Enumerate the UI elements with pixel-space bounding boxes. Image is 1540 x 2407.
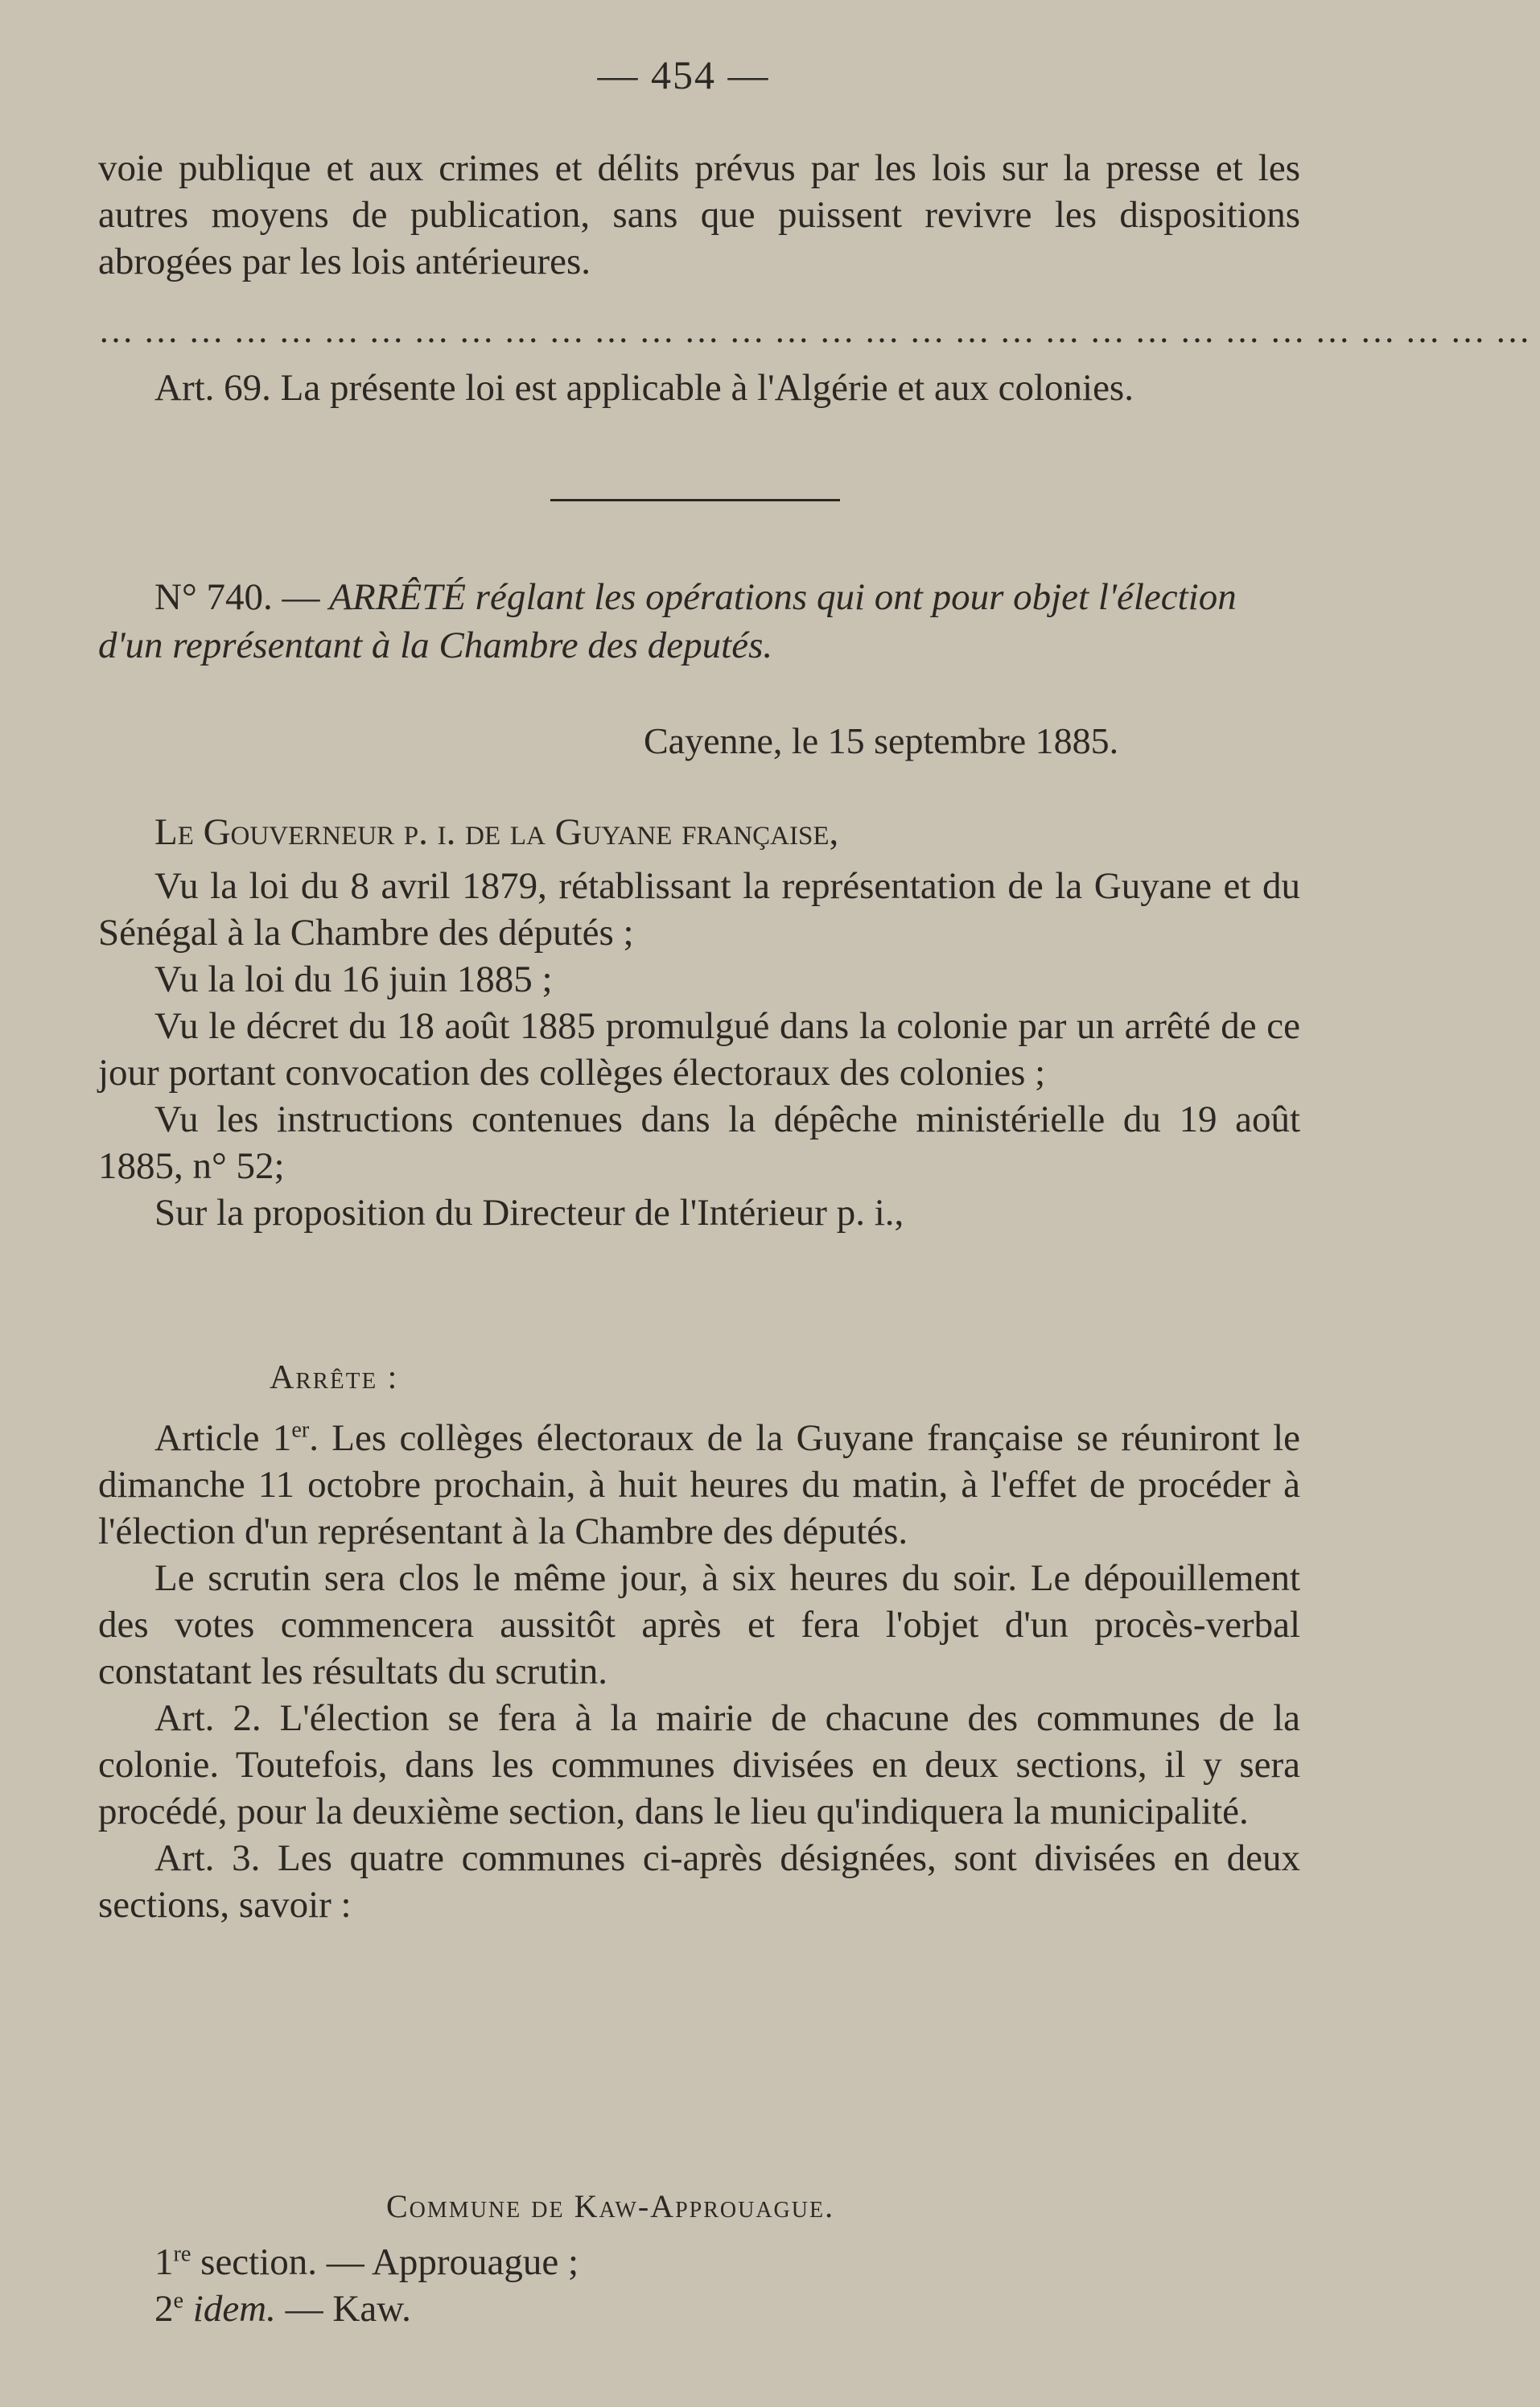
page-number: — 454 — — [597, 52, 770, 97]
considerant-item: Vu les instructions contenues dans la dépêche ministérielle du 19 août 1885, n° 52; — [98, 1098, 1300, 1187]
section-item — [98, 2285, 1300, 2332]
section-text: section. — Approuague ; — [191, 2241, 579, 2283]
considerants — [98, 863, 1300, 1236]
considerant-item: Vu la loi du 16 juin 1885 ; — [154, 958, 553, 1000]
section-sup: e — [173, 2288, 184, 2314]
commune-heading: Commune de Kaw-Approuague. — [386, 2188, 835, 2224]
section-divider — [550, 499, 840, 501]
considerant-item: Sur la proposition du Directeur de l'Intérieur p. i., — [154, 1192, 904, 1234]
section-item — [98, 2239, 1300, 2285]
arrete-number: N° 740. — — [154, 576, 320, 618]
article-1-body: . Les collèges électoraux de la Guyane française se réuniront le dimanche 11 octobre prochain, à huit heures du matin, à l'effet de procéder à l'élection d'un représentant à la Chambre des députés. — [98, 1417, 1301, 1552]
article-1-sup: er — [291, 1417, 310, 1443]
arrete-title-block — [98, 573, 1300, 670]
considerant-item: Vu le décret du 18 août 1885 promulgué dans la colonie par un arrêté de ce jour portant convocation des collèges électoraux des colonies ; — [98, 1005, 1300, 1094]
section-text: — Kaw. — [275, 2288, 411, 2330]
section-number: 1 — [154, 2241, 174, 2283]
scrutin-text: Le scrutin sera clos le même jour, à six heures du soir. Le dépouillement des votes commencera aussitôt après et fera l'objet d'un procès-verbal constatant les résultats du scrutin. — [98, 1557, 1300, 1692]
section-list — [98, 2239, 1300, 2332]
arrete-title-text: ARRÊTÉ réglant les opérations qui ont pour objet l'élection d'un représentant à la Chambre des deputés. — [98, 576, 1237, 666]
arrete-title — [98, 573, 1300, 670]
considerant-item: Vu la loi du 8 avril 1879, rétablissant la représentation de la Guyane et du Sénégal à la Chambre des députés ; — [98, 865, 1300, 954]
governor-line — [98, 809, 1300, 855]
article-1-label: Article 1 — [154, 1417, 292, 1459]
article-2-text: Art. 2. L'élection se fera à la mairie de chacune des communes de la colonie. Toutefois, dans les communes divisées en deux sections, il y sera procédé, pour la deuxième section, dans le lieu qu'indiquera la municipalité. — [98, 1697, 1300, 1832]
dateline: Cayenne, le 15 septembre 1885. — [644, 720, 1119, 761]
intro-text: voie publique et aux crimes et délits prévus par les lois sur la presse et les autres moyens de publication, sans que puissent revivre les dispositions abrogées par les lois antérieures. — [98, 147, 1300, 282]
governor-text: Le Gouverneur p. i. de la Guyane française, — [154, 811, 839, 853]
intro-paragraph — [98, 145, 1300, 285]
dot-leader: …………………………………………………………………………………… — [98, 311, 1540, 350]
article-3-text: Art. 3. Les quatre communes ci-après désignées, sont divisées en deux sections, savoir : — [98, 1837, 1300, 1926]
section-idem: idem. — [192, 2288, 276, 2330]
section-number: 2 — [154, 2288, 174, 2330]
section-sup: re — [173, 2241, 191, 2267]
article-1 — [98, 1415, 1300, 1928]
article-1-text — [98, 1415, 1300, 1555]
arrete-heading: Arrête : — [270, 1359, 399, 1396]
article-69-text: Art. 69. La présente loi est applicable à l'Algérie et aux colonies. — [154, 367, 1134, 409]
article-69 — [98, 365, 1300, 411]
